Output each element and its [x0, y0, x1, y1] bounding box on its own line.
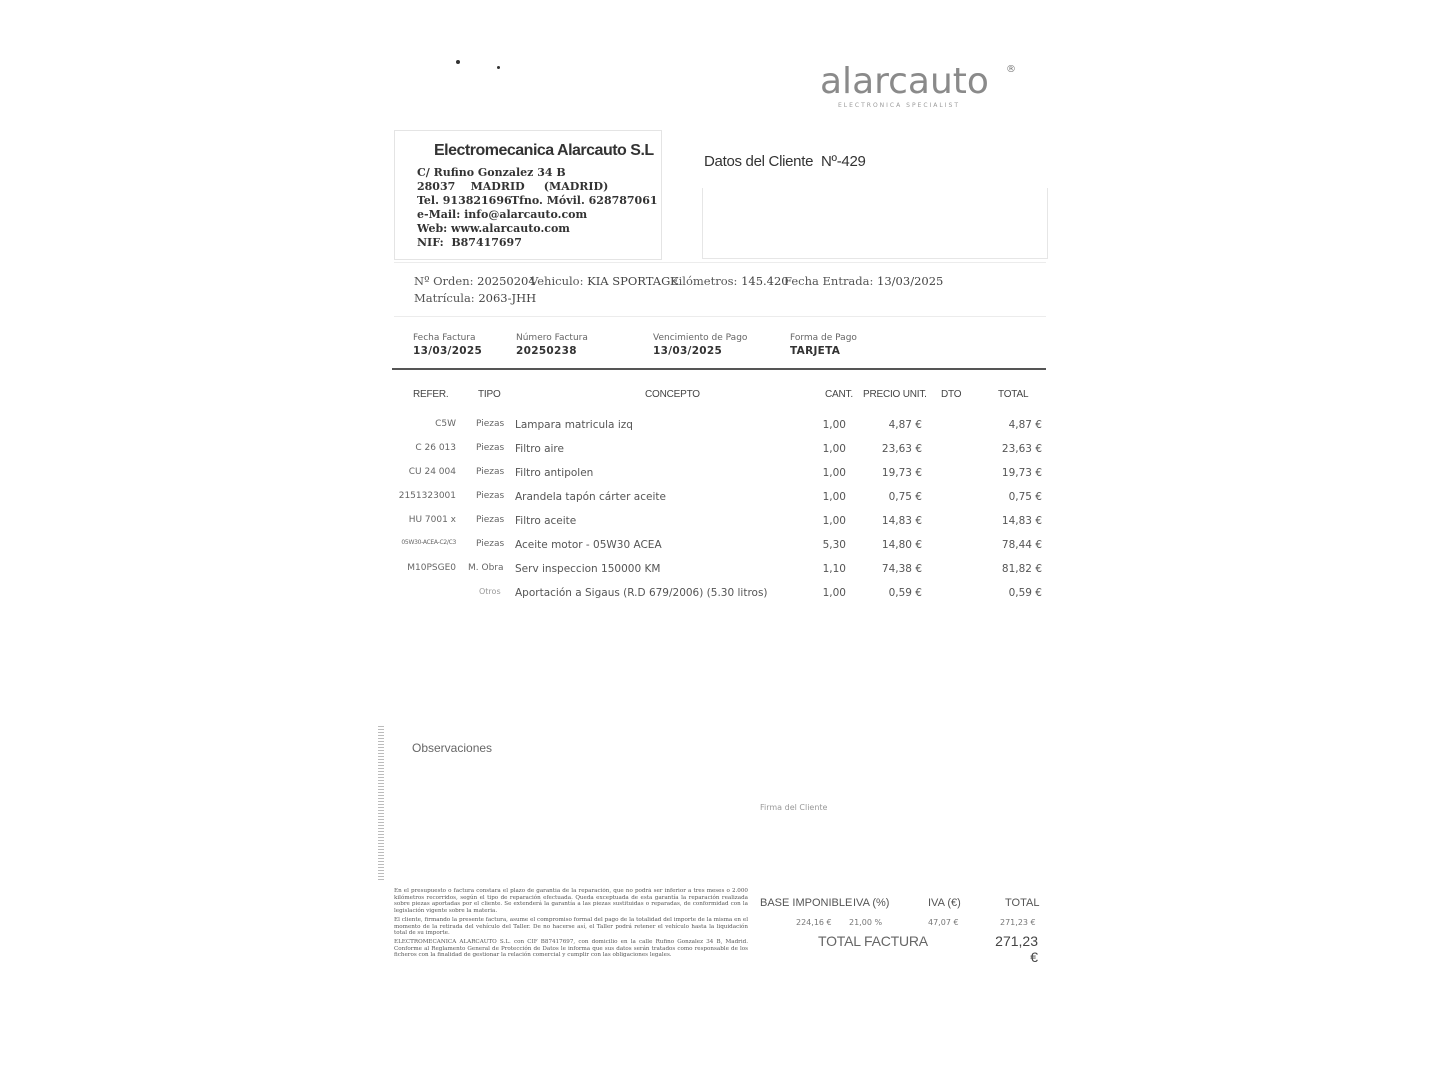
row-total: 14,83 € — [1001, 515, 1042, 527]
col-header-concepto: CONCEPTO — [645, 389, 700, 400]
row-total: 4,87 € — [1008, 419, 1042, 431]
base-imponible-value: 224,16 € — [796, 918, 832, 927]
invoice-header-rule — [392, 368, 1046, 370]
row-tipo: Piezas — [476, 443, 505, 453]
row-precio: 19,73 € — [881, 467, 922, 479]
total-factura-value: 271,23 € — [995, 933, 1038, 965]
client-signature-label: Firma del Cliente — [760, 803, 828, 812]
company-street: C/ Rufino Gonzalez 34 B — [417, 166, 566, 179]
row-total: 78,44 € — [1001, 539, 1042, 551]
row-precio: 0,75 € — [888, 491, 922, 503]
client-label-text: Datos del Cliente — [704, 153, 814, 170]
legal-warranty: En el presupuesto o factura constara el plazo de garantía de la reparación, que no podrá ser inferior a tres meses o 2.000 kilómetros recorridos, según el tipo de reparación efectuada. Queda exceptuada de esta garantía la reparación realizada sobre piezas aportadas por el cliente. Se extenderá la garantía a las piezas sustituidas o reparadas, de conformidad con la legislación vigente sobre la materia. — [394, 888, 748, 915]
row-cant: 1,00 — [822, 587, 846, 599]
order-number — [414, 274, 536, 288]
row-concepto: Aportación a Sigaus (R.D 679/2006) (5.30 litros) — [515, 587, 768, 599]
payment-method-label: Forma de Pago — [790, 333, 857, 343]
invoice-date-label: Fecha Factura — [413, 333, 476, 343]
row-total: 0,59 € — [1008, 587, 1042, 599]
legal-terms — [394, 888, 748, 1022]
invoice-number-label: Número Factura — [516, 333, 588, 343]
row-concepto: Filtro antipolen — [515, 467, 594, 479]
row-precio: 14,83 € — [881, 515, 922, 527]
row-refer: C 26 013 — [415, 443, 456, 453]
km-value: 145.420 — [741, 274, 789, 288]
company-logo — [820, 62, 1020, 122]
order-separator-bottom — [394, 316, 1046, 317]
row-cant: 1,10 — [822, 563, 846, 575]
invoice-date-value: 13/03/2025 — [413, 345, 483, 357]
row-concepto: Serv inspeccion 150000 KM — [515, 563, 661, 575]
row-tipo: Piezas — [476, 491, 505, 501]
km-label: Kilómetros: — [670, 274, 738, 288]
company-web: Web: www.alarcauto.com — [417, 222, 570, 235]
logo-tagline: ELECTRONICA SPECIALIST — [838, 102, 960, 109]
payment-method-value: TARJETA — [790, 345, 841, 357]
vehicle-value: KIA SPORTAGE — [587, 274, 679, 288]
vehicle-label: Vehiculo: — [530, 274, 584, 288]
row-tipo: Piezas — [476, 419, 505, 429]
plate-value: 2063-JHH — [478, 291, 537, 305]
company-city: 28037 MADRID (MADRID) — [417, 180, 609, 193]
legal-payment: El cliente, firmando la presente factura, asume el compromiso formal del pago de la totalidad del importe de la misma en el momento de la retirada del vehículo del Taller. De no hacerse así, el Taller podrá retener el vehículo hasta la liquidación total de su importe. — [394, 916, 748, 937]
order-separator-top — [394, 262, 1046, 263]
row-total: 23,63 € — [1001, 443, 1042, 455]
company-name: Electromecanica Alarcauto S.L — [434, 142, 654, 159]
iva-amount-value: 47,07 € — [928, 918, 959, 927]
row-refer: M10PSGE0 — [407, 563, 456, 573]
row-cant: 1,00 — [822, 491, 846, 503]
col-header-precio: PRECIO UNIT. — [863, 389, 927, 400]
row-refer: HU 7001 x — [408, 515, 456, 525]
row-cant: 5,30 — [822, 539, 846, 551]
col-header-total: TOTAL — [998, 389, 1029, 400]
row-precio: 74,38 € — [881, 563, 922, 575]
row-tipo: M. Obra — [468, 563, 504, 573]
col-header-refer: REFER. — [413, 389, 449, 400]
due-date-value: 13/03/2025 — [653, 345, 723, 357]
row-cant: 1,00 — [822, 443, 846, 455]
due-date-label: Vencimiento de Pago — [653, 333, 748, 343]
row-refer: 05W30-ACEA-C2/C3 — [401, 539, 456, 546]
total-factura-label: TOTAL FACTURA — [818, 933, 928, 949]
invoice-number-value: 20250238 — [516, 345, 577, 357]
logo-wordmark: alarcauto — [820, 61, 989, 102]
col-header-tipo: TIPO — [478, 389, 501, 400]
iva-percent-value: 21,00 % — [849, 918, 883, 927]
order-entry-date — [784, 274, 943, 288]
iva-amount-label: IVA (€) — [928, 897, 961, 909]
order-km — [670, 274, 789, 288]
legal-privacy: ELECTROMECANICA ALARCAUTO S.L. con CIF B87417697, con domicilio en la calle Rufino Gonzalez 34 B, Madrid. Conforme al Reglamento General de Protección de Datos le informa que sus datos serán tratados como responsable de los ficheros con la finalidad de gestionar la relación comercial y cumplir con las obligaciones legales. — [394, 938, 748, 959]
row-tipo: Otros — [479, 587, 501, 596]
base-imponible-label: BASE IMPONIBLE — [760, 897, 853, 909]
row-concepto: Lampara matricula izq — [515, 419, 633, 431]
iva-percent-label: IVA (%) — [853, 897, 890, 909]
row-cant: 1,00 — [822, 419, 846, 431]
company-email: e-Mail: info@alarcauto.com — [417, 208, 588, 221]
row-total: 0,75 € — [1008, 491, 1042, 503]
row-tipo: Piezas — [476, 515, 505, 525]
total-value: 271,23 € — [1000, 918, 1036, 927]
client-number: Nº-429 — [821, 153, 866, 170]
col-header-dto: DTO — [941, 389, 962, 400]
entry-date-label: Fecha Entrada: — [784, 274, 874, 288]
row-concepto: Aceite motor - 05W30 ACEA — [515, 539, 662, 551]
row-concepto: Arandela tapón cárter aceite — [515, 491, 666, 503]
client-data-label — [704, 153, 866, 170]
client-data-box — [702, 188, 1048, 259]
row-precio: 4,87 € — [888, 419, 922, 431]
entry-date-value: 13/03/2025 — [877, 274, 944, 288]
row-refer: 2151323001 — [398, 491, 456, 501]
row-tipo: Piezas — [476, 467, 505, 477]
order-number-value: 20250204 — [477, 274, 536, 288]
order-vehicle — [530, 274, 679, 288]
observations-margin-bar — [378, 726, 384, 880]
scan-speck — [456, 60, 460, 64]
row-total: 81,82 € — [1001, 563, 1042, 575]
row-precio: 14,80 € — [881, 539, 922, 551]
registered-mark: ® — [1006, 64, 1016, 75]
order-number-label: Nº Orden: — [414, 274, 474, 288]
company-tel: Tel. 913821696 — [417, 194, 512, 207]
row-tipo: Piezas — [476, 539, 505, 549]
row-precio: 0,59 € — [888, 587, 922, 599]
row-total: 19,73 € — [1001, 467, 1042, 479]
scan-speck — [497, 66, 500, 69]
col-header-cant: CANT. — [825, 389, 853, 400]
row-refer: CU 24 004 — [408, 467, 456, 477]
company-mobile: Tfno. Móvil. 628787061 — [511, 194, 658, 207]
row-concepto: Filtro aceite — [515, 515, 577, 527]
company-nif: NIF: B87417697 — [417, 236, 522, 249]
row-cant: 1,00 — [822, 467, 846, 479]
order-plate — [414, 291, 536, 305]
total-label: TOTAL — [1005, 897, 1040, 909]
observations-label: Observaciones — [412, 741, 493, 755]
row-precio: 23,63 € — [881, 443, 922, 455]
row-concepto: Filtro aire — [515, 443, 564, 455]
row-cant: 1,00 — [822, 515, 846, 527]
row-refer: C5W — [435, 419, 456, 429]
plate-label: Matrícula: — [414, 291, 475, 305]
